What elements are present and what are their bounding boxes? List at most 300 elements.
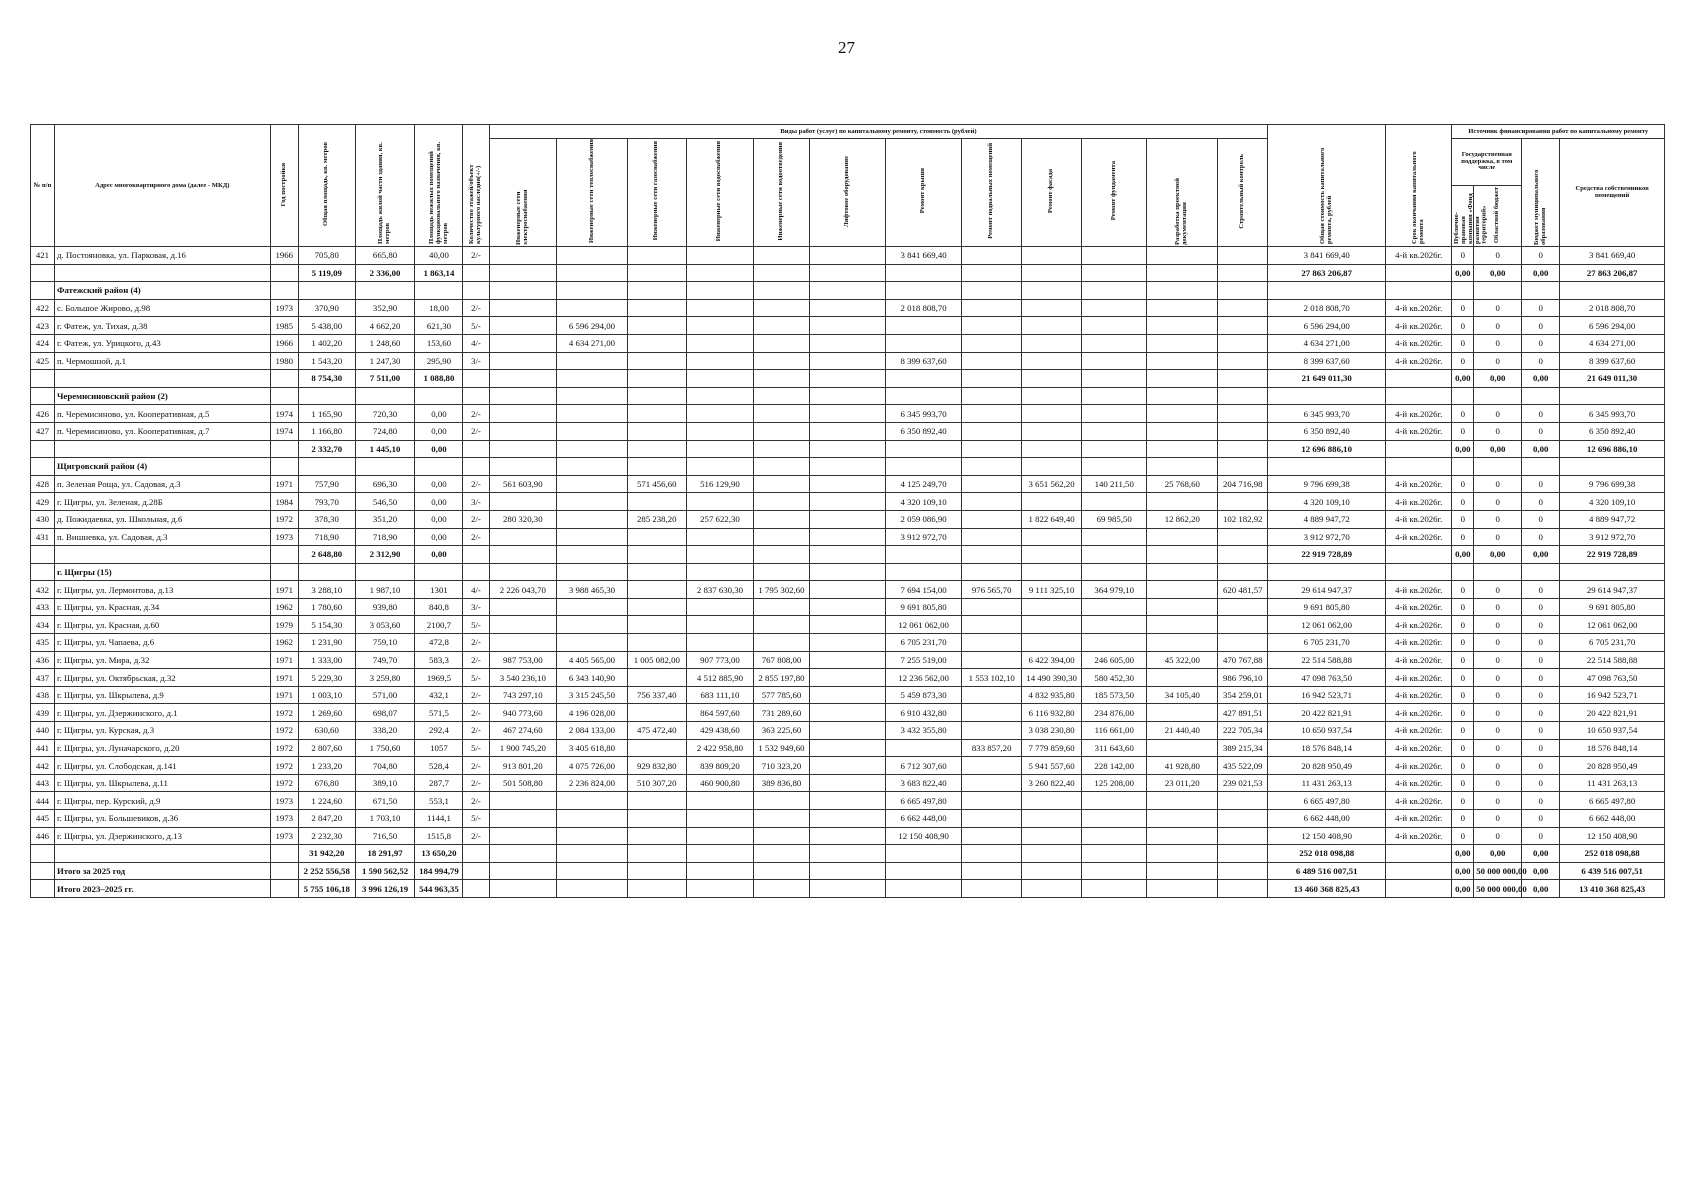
cell-empty	[1474, 387, 1522, 405]
cell-w-control	[1218, 440, 1268, 458]
cell-w-control	[1218, 880, 1268, 898]
cell-w-gas	[627, 634, 686, 652]
cell-w-elec: 1 900 745,20	[489, 739, 557, 757]
table-row	[31, 299, 1665, 317]
cell-s-owners: 6 596 294,00	[1560, 317, 1665, 335]
cell-s-municipal: 0	[1522, 422, 1560, 440]
cell-total-area: 793,70	[298, 493, 355, 511]
cell-empty	[489, 282, 557, 300]
cell-deadline: 4-й кв.2026г.	[1386, 247, 1452, 265]
cell-nonres-area: 184 994,79	[415, 862, 463, 880]
cell-empty	[1022, 282, 1082, 300]
cell-deadline: 4-й кв.2026г.	[1386, 581, 1452, 599]
cell-w-drain	[754, 370, 810, 388]
cell-w-gas	[627, 546, 686, 564]
cell-s-municipal: 0	[1522, 581, 1560, 599]
cell-floors	[463, 264, 489, 282]
cell-w-control: 470 767,88	[1218, 651, 1268, 669]
cell-s-fund: 0	[1452, 247, 1474, 265]
cell-w-elec	[489, 810, 557, 828]
cell-empty	[489, 387, 557, 405]
cell-s-owners: 22 514 588,88	[1560, 651, 1665, 669]
cell-deadline	[1386, 440, 1452, 458]
cell-w-basement	[962, 774, 1022, 792]
cell-empty	[886, 387, 962, 405]
cell-w-drain	[754, 810, 810, 828]
cell-w-gas: 1 005 082,00	[627, 651, 686, 669]
cell-w-facade	[1022, 352, 1082, 370]
cell-s-fund: 0	[1452, 475, 1474, 493]
cell-w-design	[1147, 792, 1218, 810]
cell-total-cost: 6 350 892,40	[1268, 422, 1386, 440]
cell-w-lift	[809, 757, 885, 775]
cell-empty	[557, 282, 628, 300]
cell-w-found: 140 211,50	[1082, 475, 1147, 493]
cell-living-area: 3 996 126,19	[355, 880, 415, 898]
cell-s-municipal: 0	[1522, 704, 1560, 722]
cell-w-basement	[962, 493, 1022, 511]
cell-s-regional: 0	[1474, 510, 1522, 528]
cell-w-lift	[809, 634, 885, 652]
cell-total-cost: 6 665 497,80	[1268, 792, 1386, 810]
col-header-total-area: Общая площадь, кв. метров	[298, 125, 355, 247]
cell-w-found	[1082, 827, 1147, 845]
capital-repair-table	[30, 124, 1665, 898]
cell-w-found	[1082, 616, 1147, 634]
cell-w-cold	[686, 528, 754, 546]
cell-address: г. Щигры, ул. Зеленая, д.28Б	[54, 493, 270, 511]
cell-w-roof: 6 910 432,80	[886, 704, 962, 722]
cell-total-area: 705,80	[298, 247, 355, 265]
cell-empty	[754, 387, 810, 405]
cell-w-gas	[627, 845, 686, 863]
cell-no: 444	[31, 792, 55, 810]
cell-empty	[1022, 458, 1082, 476]
cell-deadline	[1386, 264, 1452, 282]
table-row	[31, 704, 1665, 722]
cell-w-heat	[557, 616, 628, 634]
cell-year	[270, 880, 298, 898]
cell-w-found	[1082, 317, 1147, 335]
cell-empty	[270, 282, 298, 300]
cell-w-cold	[686, 792, 754, 810]
cell-living-area: 18 291,97	[355, 845, 415, 863]
cell-s-owners: 2 018 808,70	[1560, 299, 1665, 317]
cell-empty	[1522, 458, 1560, 476]
cell-w-heat	[557, 792, 628, 810]
cell-w-drain	[754, 334, 810, 352]
table-row	[31, 651, 1665, 669]
cell-year: 1984	[270, 493, 298, 511]
cell-deadline: 4-й кв.2026г.	[1386, 405, 1452, 423]
cell-total-area: 1 231,90	[298, 634, 355, 652]
cell-total-area: 2 847,20	[298, 810, 355, 828]
cell-s-fund: 0	[1452, 598, 1474, 616]
cell-w-facade	[1022, 792, 1082, 810]
cell-s-fund: 0	[1452, 581, 1474, 599]
cell-w-roof: 12 236 562,00	[886, 669, 962, 687]
cell-floors: 5/-	[463, 810, 489, 828]
cell-w-drain: 1 532 949,60	[754, 739, 810, 757]
cell-w-lift	[809, 493, 885, 511]
cell-w-gas	[627, 317, 686, 335]
cell-w-basement	[962, 405, 1022, 423]
cell-floors: 2/-	[463, 405, 489, 423]
cell-s-owners: 252 018 098,88	[1560, 845, 1665, 863]
cell-address: г. Щигры, ул. Мира, д.32	[54, 651, 270, 669]
cell-empty	[1147, 387, 1218, 405]
cell-s-municipal: 0	[1522, 616, 1560, 634]
cell-empty	[1147, 282, 1218, 300]
cell-total-area: 2 252 556,58	[298, 862, 355, 880]
cell-nonres-area: 295,90	[415, 352, 463, 370]
cell-s-fund: 0	[1452, 352, 1474, 370]
cell-address	[54, 264, 270, 282]
cell-s-owners: 3 912 972,70	[1560, 528, 1665, 546]
cell-w-drain	[754, 440, 810, 458]
cell-no: 423	[31, 317, 55, 335]
table-row	[31, 317, 1665, 335]
cell-w-drain: 389 836,80	[754, 774, 810, 792]
cell-w-found	[1082, 440, 1147, 458]
cell-s-regional: 0,00	[1474, 546, 1522, 564]
cell-w-elec	[489, 827, 557, 845]
cell-address: г. Щигры, ул. Дзержинского, д.13	[54, 827, 270, 845]
cell-w-design	[1147, 352, 1218, 370]
table-row	[31, 669, 1665, 687]
cell-w-design	[1147, 546, 1218, 564]
cell-w-found: 364 979,10	[1082, 581, 1147, 599]
cell-w-roof: 5 459 873,30	[886, 686, 962, 704]
col-header-elec: Инженерные сети электроснабжения	[489, 139, 557, 247]
cell-s-owners: 27 863 206,87	[1560, 264, 1665, 282]
cell-address	[54, 370, 270, 388]
cell-total-area: 1 165,90	[298, 405, 355, 423]
cell-s-regional: 0	[1474, 616, 1522, 634]
cell-deadline: 4-й кв.2026г.	[1386, 757, 1452, 775]
cell-empty	[809, 387, 885, 405]
cell-w-found: 234 876,00	[1082, 704, 1147, 722]
cell-w-lift	[809, 810, 885, 828]
cell-s-municipal: 0	[1522, 810, 1560, 828]
cell-floors: 2/-	[463, 247, 489, 265]
cell-nonres-area: 153,60	[415, 334, 463, 352]
cell-year	[270, 546, 298, 564]
cell-no	[31, 282, 55, 300]
cell-w-cold	[686, 405, 754, 423]
cell-deadline: 4-й кв.2026г.	[1386, 352, 1452, 370]
cell-total-cost: 6 662 448,00	[1268, 810, 1386, 828]
cell-s-regional: 0	[1474, 422, 1522, 440]
cell-no: 422	[31, 299, 55, 317]
cell-nonres-area: 544 963,35	[415, 880, 463, 898]
cell-w-basement	[962, 598, 1022, 616]
cell-deadline: 4-й кв.2026г.	[1386, 317, 1452, 335]
cell-deadline: 4-й кв.2026г.	[1386, 739, 1452, 757]
cell-year	[270, 862, 298, 880]
cell-s-fund: 0	[1452, 651, 1474, 669]
cell-deadline: 4-й кв.2026г.	[1386, 651, 1452, 669]
cell-w-design	[1147, 704, 1218, 722]
cell-empty	[355, 563, 415, 581]
cell-living-area: 2 312,90	[355, 546, 415, 564]
cell-w-found: 580 452,30	[1082, 669, 1147, 687]
cell-w-gas	[627, 352, 686, 370]
cell-w-control	[1218, 845, 1268, 863]
cell-w-heat: 3 405 618,80	[557, 739, 628, 757]
cell-s-fund: 0	[1452, 510, 1474, 528]
cell-w-found	[1082, 792, 1147, 810]
cell-floors: 3/-	[463, 352, 489, 370]
cell-total-area: 3 288,10	[298, 581, 355, 599]
cell-w-control	[1218, 422, 1268, 440]
cell-s-regional: 0	[1474, 757, 1522, 775]
cell-w-design: 41 928,80	[1147, 757, 1218, 775]
cell-w-gas	[627, 528, 686, 546]
cell-w-gas: 510 307,20	[627, 774, 686, 792]
cell-w-basement	[962, 370, 1022, 388]
cell-total-cost: 9 796 699,38	[1268, 475, 1386, 493]
cell-year: 1980	[270, 352, 298, 370]
cell-address	[54, 546, 270, 564]
cell-living-area: 718,90	[355, 528, 415, 546]
table-row	[31, 598, 1665, 616]
cell-w-drain	[754, 405, 810, 423]
cell-empty	[415, 563, 463, 581]
cell-w-roof: 6 712 307,60	[886, 757, 962, 775]
cell-w-heat: 4 075 726,00	[557, 757, 628, 775]
cell-w-lift	[809, 862, 885, 880]
cell-no	[31, 845, 55, 863]
cell-w-roof	[886, 862, 962, 880]
cell-w-drain	[754, 247, 810, 265]
cell-year: 1971	[270, 651, 298, 669]
cell-living-area: 720,30	[355, 405, 415, 423]
cell-w-basement	[962, 475, 1022, 493]
total-row	[31, 880, 1665, 898]
cell-w-lift	[809, 880, 885, 898]
cell-w-control	[1218, 264, 1268, 282]
cell-w-basement	[962, 440, 1022, 458]
cell-w-found	[1082, 370, 1147, 388]
cell-s-municipal: 0	[1522, 827, 1560, 845]
cell-w-elec: 3 540 236,10	[489, 669, 557, 687]
cell-w-lift	[809, 792, 885, 810]
cell-w-facade	[1022, 845, 1082, 863]
cell-empty	[962, 563, 1022, 581]
cell-w-control	[1218, 810, 1268, 828]
cell-s-owners: 4 889 947,72	[1560, 510, 1665, 528]
cell-w-control: 389 215,34	[1218, 739, 1268, 757]
cell-nonres-area: 553,1	[415, 792, 463, 810]
cell-w-facade	[1022, 334, 1082, 352]
cell-deadline: 4-й кв.2026г.	[1386, 422, 1452, 440]
cell-empty	[809, 563, 885, 581]
cell-total-area: 718,90	[298, 528, 355, 546]
cell-w-drain	[754, 845, 810, 863]
col-header-works-group: Виды работ (услуг) по капитальному ремонту, стоимость (рублей)	[489, 125, 1268, 139]
cell-w-facade	[1022, 264, 1082, 282]
col-header-basement: Ремонт подвальных помещений	[962, 139, 1022, 247]
cell-no: 439	[31, 704, 55, 722]
cell-w-facade	[1022, 880, 1082, 898]
cell-no: 440	[31, 722, 55, 740]
table-row	[31, 334, 1665, 352]
cell-w-cold	[686, 546, 754, 564]
cell-empty	[1560, 458, 1665, 476]
cell-w-gas: 756 337,40	[627, 686, 686, 704]
cell-s-fund: 0	[1452, 704, 1474, 722]
cell-w-control	[1218, 792, 1268, 810]
cell-total-cost: 4 634 271,00	[1268, 334, 1386, 352]
section-row	[31, 563, 1665, 581]
cell-w-gas: 571 456,60	[627, 475, 686, 493]
cell-s-fund: 0	[1452, 739, 1474, 757]
table-row	[31, 422, 1665, 440]
cell-empty	[270, 563, 298, 581]
cell-w-cold: 839 809,20	[686, 757, 754, 775]
cell-w-lift	[809, 422, 885, 440]
cell-w-roof: 12 150 408,90	[886, 827, 962, 845]
cell-w-basement	[962, 792, 1022, 810]
cell-s-regional: 0	[1474, 827, 1522, 845]
cell-w-basement	[962, 352, 1022, 370]
cell-w-drain: 577 785,60	[754, 686, 810, 704]
cell-s-municipal: 0,00	[1522, 546, 1560, 564]
cell-empty	[415, 387, 463, 405]
cell-deadline: 4-й кв.2026г.	[1386, 528, 1452, 546]
cell-total-cost: 3 841 669,40	[1268, 247, 1386, 265]
cell-w-gas	[627, 405, 686, 423]
cell-w-heat	[557, 810, 628, 828]
cell-w-elec	[489, 862, 557, 880]
cell-w-lift	[809, 247, 885, 265]
col-header-sources-group: Источник финансирования работ по капитальному ремонту	[1452, 125, 1665, 139]
cell-w-cold	[686, 598, 754, 616]
cell-living-area: 749,70	[355, 651, 415, 669]
cell-w-roof	[886, 334, 962, 352]
cell-empty	[557, 387, 628, 405]
cell-w-drain	[754, 827, 810, 845]
cell-w-basement	[962, 810, 1022, 828]
cell-s-owners: 47 098 763,50	[1560, 669, 1665, 687]
cell-total-area: 1 224,60	[298, 792, 355, 810]
cell-w-drain	[754, 493, 810, 511]
cell-floors: 2/-	[463, 757, 489, 775]
cell-total-area: 31 942,20	[298, 845, 355, 863]
cell-total-cost: 3 912 972,70	[1268, 528, 1386, 546]
subtotal-row	[31, 370, 1665, 388]
cell-w-facade	[1022, 546, 1082, 564]
cell-empty	[886, 458, 962, 476]
cell-w-basement	[962, 634, 1022, 652]
cell-s-owners: 18 576 848,14	[1560, 739, 1665, 757]
cell-address: г. Щигры, ул. Слободская, д.141	[54, 757, 270, 775]
cell-no: 428	[31, 475, 55, 493]
cell-empty	[1474, 458, 1522, 476]
cell-no: 442	[31, 757, 55, 775]
cell-w-basement	[962, 704, 1022, 722]
cell-empty	[1522, 282, 1560, 300]
cell-w-lift	[809, 739, 885, 757]
cell-no	[31, 440, 55, 458]
cell-w-lift	[809, 334, 885, 352]
cell-floors: 5/-	[463, 669, 489, 687]
cell-s-fund: 0,00	[1452, 440, 1474, 458]
cell-w-cold: 460 900,80	[686, 774, 754, 792]
cell-no: 437	[31, 669, 55, 687]
cell-s-owners: 6 350 892,40	[1560, 422, 1665, 440]
cell-w-design	[1147, 334, 1218, 352]
cell-total-cost: 22 919 728,89	[1268, 546, 1386, 564]
cell-s-regional: 0	[1474, 686, 1522, 704]
cell-w-basement	[962, 827, 1022, 845]
cell-empty	[627, 458, 686, 476]
cell-floors	[463, 880, 489, 898]
cell-empty	[686, 563, 754, 581]
cell-w-control: 102 182,92	[1218, 510, 1268, 528]
cell-w-design	[1147, 634, 1218, 652]
cell-w-control: 986 796,10	[1218, 669, 1268, 687]
cell-total-area: 630,60	[298, 722, 355, 740]
cell-w-roof: 3 841 669,40	[886, 247, 962, 265]
cell-s-regional: 0	[1474, 247, 1522, 265]
cell-w-design: 23 011,20	[1147, 774, 1218, 792]
cell-no	[31, 862, 55, 880]
cell-no: 434	[31, 616, 55, 634]
cell-w-drain	[754, 880, 810, 898]
cell-empty	[1522, 387, 1560, 405]
cell-nonres-area: 0,00	[415, 546, 463, 564]
cell-no	[31, 387, 55, 405]
cell-s-fund: 0	[1452, 757, 1474, 775]
cell-w-facade: 3 260 822,40	[1022, 774, 1082, 792]
cell-total-cost: 27 863 206,87	[1268, 264, 1386, 282]
cell-empty	[962, 282, 1022, 300]
cell-w-facade: 4 832 935,80	[1022, 686, 1082, 704]
cell-w-gas	[627, 334, 686, 352]
cell-no: 427	[31, 422, 55, 440]
cell-empty	[1452, 282, 1474, 300]
cell-deadline: 4-й кв.2026г.	[1386, 598, 1452, 616]
cell-w-control: 354 259,01	[1218, 686, 1268, 704]
cell-w-roof	[886, 845, 962, 863]
table-row	[31, 352, 1665, 370]
cell-year	[270, 264, 298, 282]
cell-total-area: 676,80	[298, 774, 355, 792]
cell-living-area: 1 703,10	[355, 810, 415, 828]
cell-no	[31, 458, 55, 476]
section-title: Фатежский район (4)	[54, 282, 270, 300]
cell-s-municipal: 0	[1522, 247, 1560, 265]
cell-w-heat	[557, 845, 628, 863]
cell-total-area: 5 119,09	[298, 264, 355, 282]
cell-living-area: 3 259,80	[355, 669, 415, 687]
cell-nonres-area: 13 650,20	[415, 845, 463, 863]
cell-w-design	[1147, 739, 1218, 757]
cell-w-drain	[754, 598, 810, 616]
cell-w-lift	[809, 299, 885, 317]
cell-empty	[463, 387, 489, 405]
cell-s-owners: 11 431 263,13	[1560, 774, 1665, 792]
cell-s-owners: 3 841 669,40	[1560, 247, 1665, 265]
cell-address: д. Постояновка, ул. Парковая, д.16	[54, 247, 270, 265]
cell-w-found	[1082, 264, 1147, 282]
cell-empty	[686, 458, 754, 476]
cell-address: п. Черемисиново, ул. Кооперативная, д.7	[54, 422, 270, 440]
cell-total-cost: 11 431 263,13	[1268, 774, 1386, 792]
cell-floors: 2/-	[463, 634, 489, 652]
